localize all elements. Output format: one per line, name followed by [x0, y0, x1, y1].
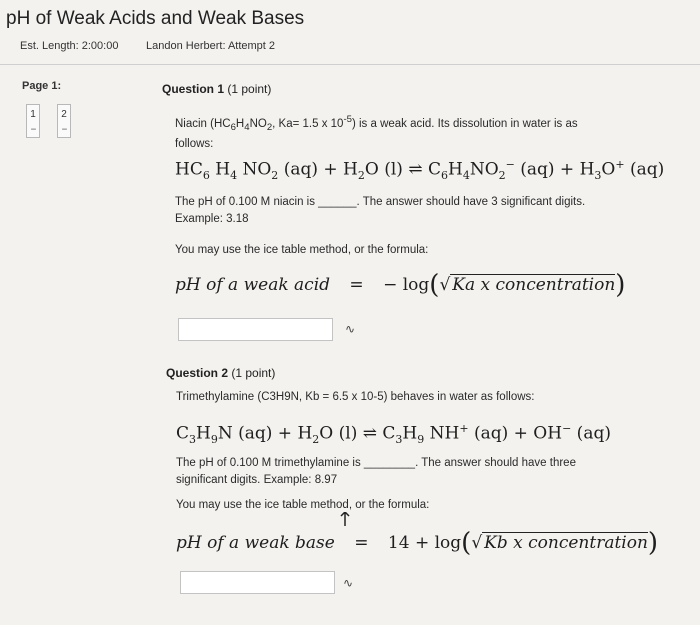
page-number: 1 — [30, 109, 36, 120]
question-2-method: You may use the ice table method, or the formula: — [176, 499, 430, 511]
question-2-equation: $C_3H_9N$ $(aq) + H_2O$ (l) ⇌ $C_3H_9$ NH+ (aq) + OH− (aq) — [176, 422, 611, 447]
page-label: Page 1: — [22, 80, 62, 92]
spellcheck-icon[interactable]: ∿ — [343, 576, 354, 590]
question-1-heading: Question 1 (1 point) — [162, 82, 272, 96]
question-1-answer-input[interactable] — [178, 318, 333, 341]
question-1-formula: pH of a weak acid = − log(√ Ka x concentration) — [175, 270, 626, 300]
page-title: pH of Weak Acids and Weak Bases — [6, 8, 305, 29]
page-number: 2 — [61, 109, 67, 120]
page-button-2[interactable] — [57, 104, 71, 138]
question-2-formula: pH of a weak base = 14 + log(√ Kb x concentration) — [176, 528, 659, 558]
question-2-answer-input[interactable] — [180, 571, 335, 594]
mouse-cursor-icon — [340, 512, 350, 526]
question-1-intro: Niacin ($HC_6H_4NO_2$, Ka= 1.5 x $10^{-5}$) is a weak acid. Its dissolution in water is as follows: — [175, 114, 578, 151]
page-status: -- — [61, 124, 67, 135]
est-length: Est. Length: 2:00:00 — [20, 40, 119, 52]
page-status: -- — [30, 124, 36, 135]
question-1-method: You may use the ice table method, or the formula: — [175, 244, 429, 256]
spellcheck-icon[interactable]: ∿ — [345, 322, 356, 336]
question-2-prompt: The pH of 0.100 M trimethylamine is ________. The answer should have three significant digits. Example: 8.97 — [176, 457, 576, 486]
question-2-heading: Question 2 (1 point) — [166, 366, 276, 380]
header-divider — [0, 64, 700, 65]
student-attempt: Landon Herbert: Attempt 2 — [146, 40, 276, 52]
page-button-1[interactable] — [26, 104, 40, 138]
question-1-prompt: The pH of 0.100 M niacin is ______. The answer should have 3 significant digits. Example: 3.18 — [175, 196, 586, 225]
question-1-equation: $HC_6$ $H_4$ $NO_2$ $(aq) + H_2O$ (l) ⇌ $C_6H_4NO_2^-$ $(aq) + H_3O^+$ (aq) — [175, 158, 665, 183]
question-2-intro: Trimethylamine (C3H9N, Kb = 6.5 x 10-5) behaves in water as follows: — [176, 391, 535, 403]
